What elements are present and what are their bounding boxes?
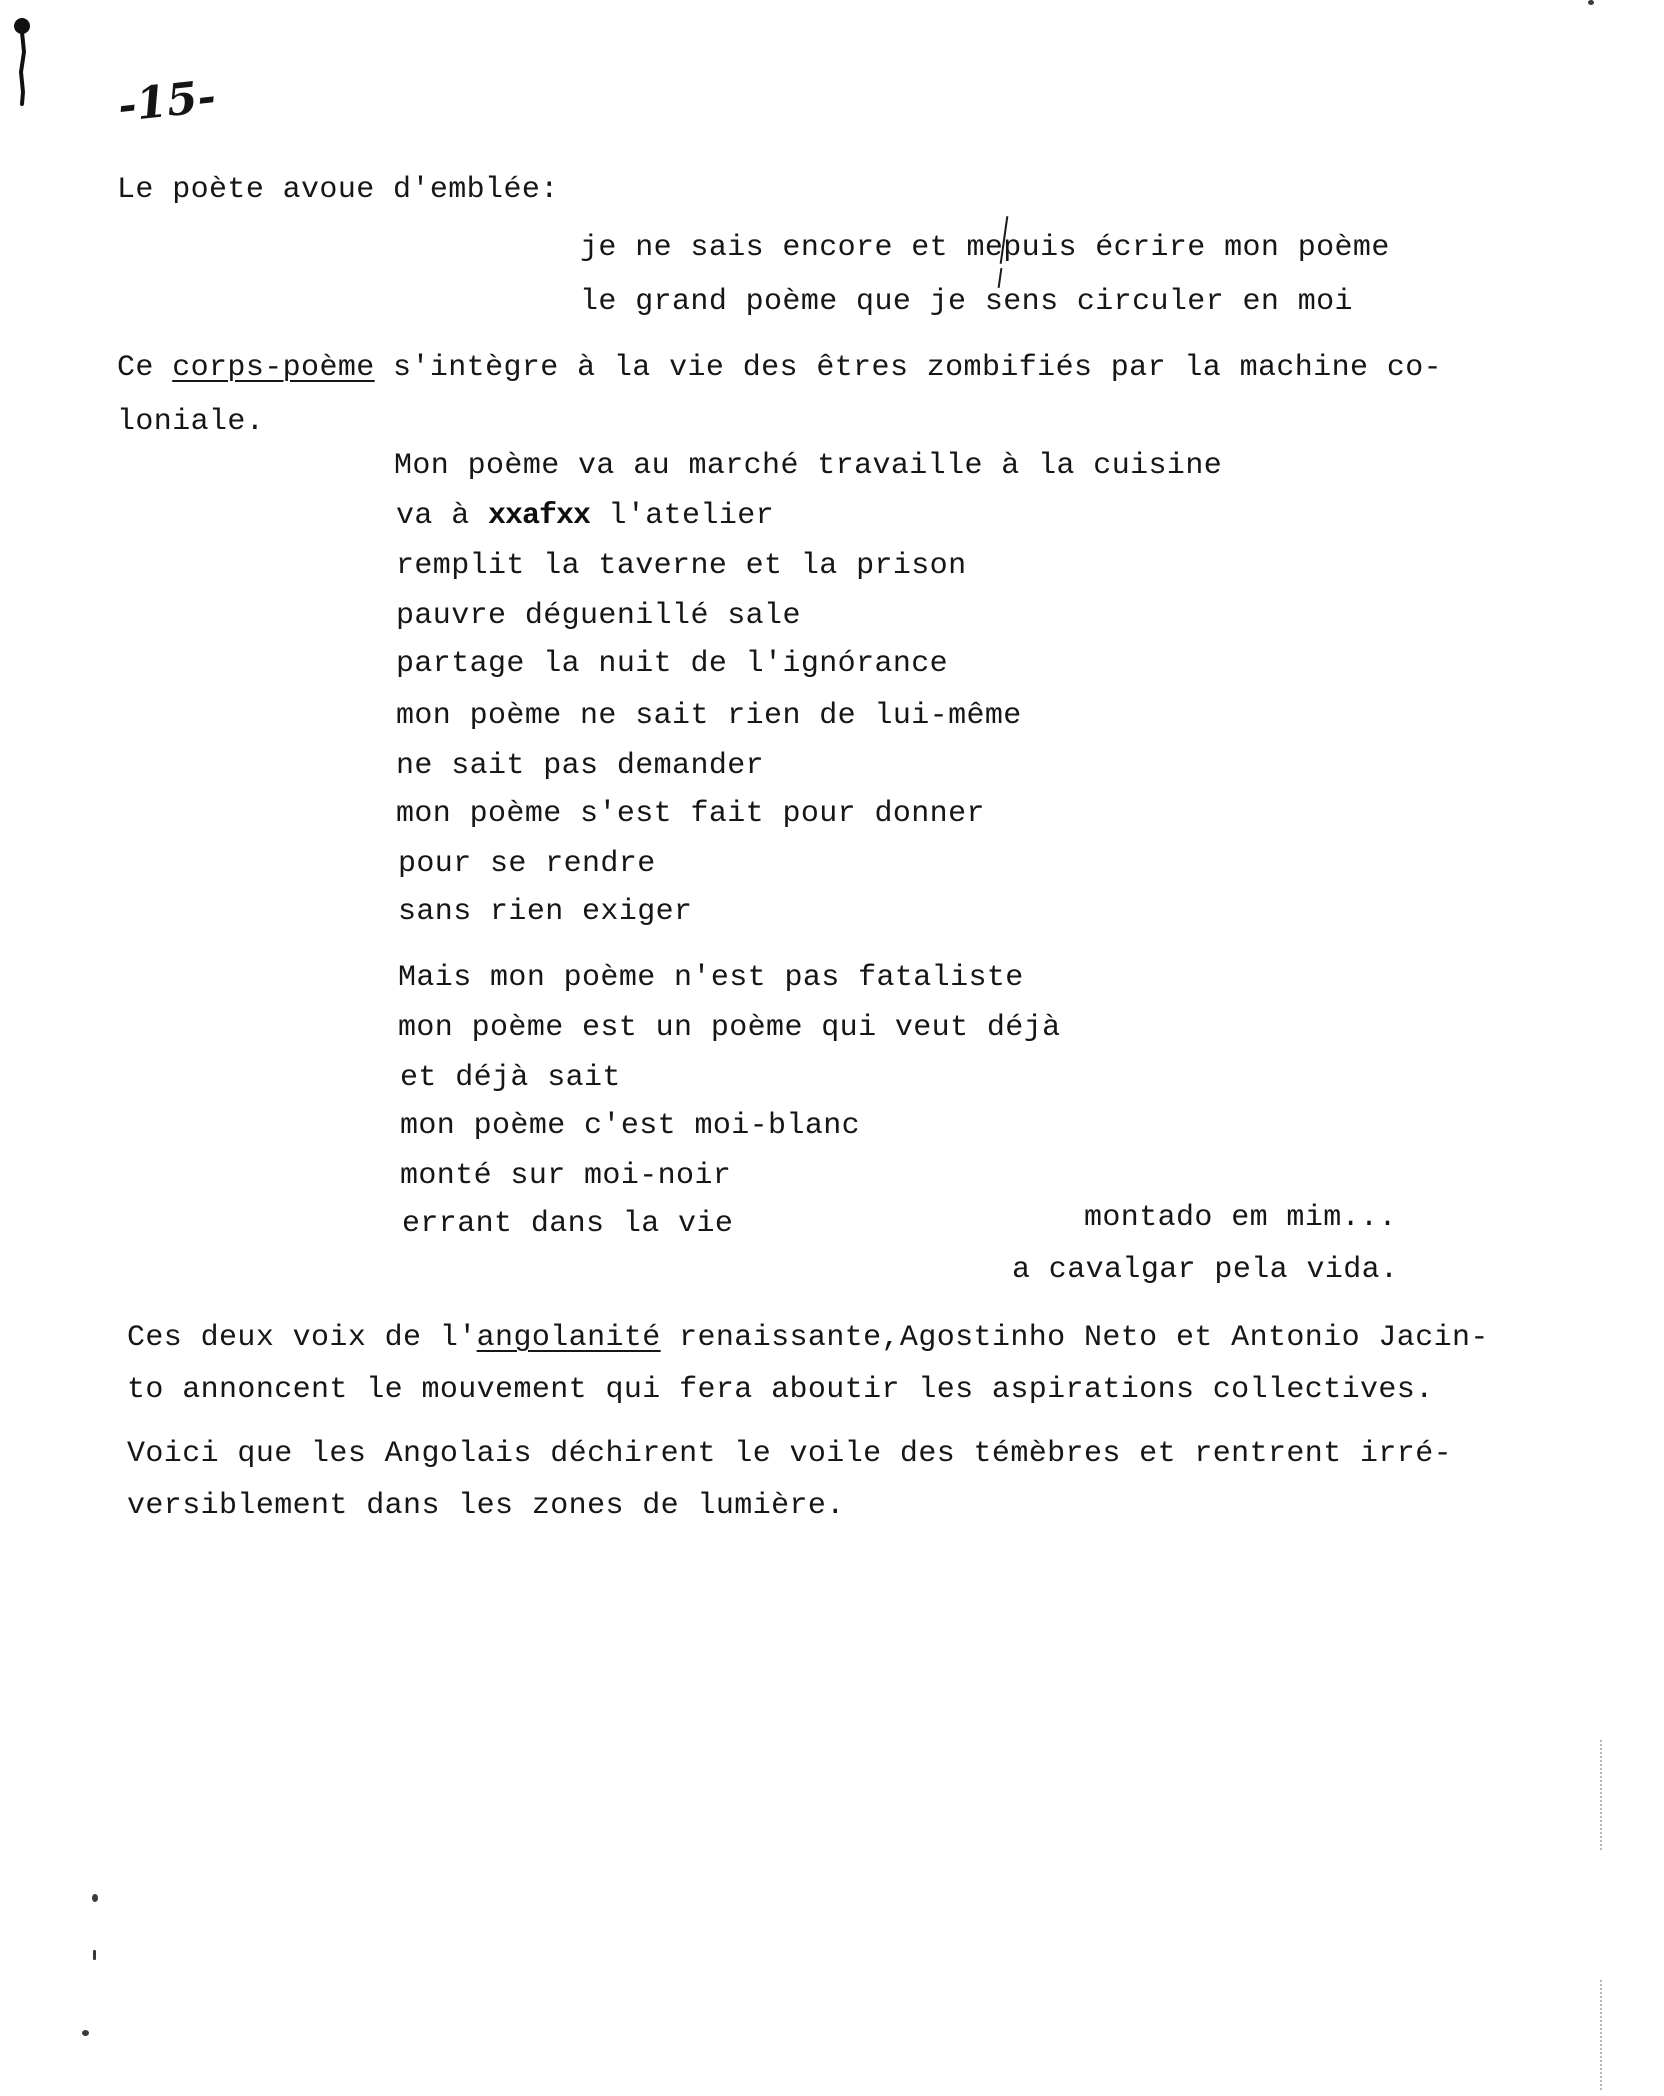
scan-speck [92, 1894, 98, 1902]
poem-line: mon poème s'est fait pour donner [396, 797, 985, 831]
quote-line-2: le grand poème que je sens circuler en moi [580, 285, 1353, 319]
poem-line: errant dans la vie [402, 1207, 734, 1241]
poem-line: remplit la taverne et la prison [396, 549, 967, 583]
scan-speck [93, 1950, 96, 1960]
binder-mark-icon [12, 12, 42, 112]
poem-line: mon poème c'est moi-blanc [400, 1109, 861, 1143]
paragraph-1-text: Ce [117, 351, 173, 385]
scan-edge-marks [1600, 1740, 1604, 1850]
poem-line: Mon poème va au marché travaille à la cuisine [394, 449, 1223, 483]
portuguese-line-1: montado em mim... [1084, 1201, 1397, 1235]
poem-line: mon poème ne sait rien de lui-même [396, 699, 1022, 733]
poem-line: sans rien exiger [398, 895, 693, 929]
scan-speck [1588, 0, 1594, 5]
struck-out-word: xxafxx [488, 499, 591, 533]
portuguese-line-2: a cavalgar pela vida. [1012, 1253, 1399, 1287]
underlined-term: angolanité [476, 1321, 661, 1355]
poem-text: va à [396, 499, 489, 533]
paragraph-2-text: Ces deux voix de l' [127, 1321, 477, 1355]
poem-line: pauvre déguenillé sale [396, 599, 801, 633]
scan-edge-marks [1600, 1980, 1604, 2090]
page-number: -15- [115, 71, 219, 132]
poem-line: monté sur moi-noir [400, 1159, 732, 1193]
paragraph-1-line-2: loniale. [117, 405, 265, 439]
paragraph-1-text: s'intègre à la vie des êtres zombifiés par la machine co- [374, 351, 1443, 385]
poem-line: ne sait pas demander [396, 749, 765, 783]
paragraph-2-text: renaissante,Agostinho Neto et Antonio Jacin- [660, 1321, 1489, 1355]
poem-line: pour se rendre [398, 847, 656, 881]
quote-line-1: je ne sais encore et mepuis écrire mon poème [580, 231, 1390, 265]
scan-speck [82, 2030, 89, 2036]
poem-line: et déjà sait [400, 1061, 621, 1095]
poem-line: partage la nuit de l'ignórance [396, 647, 949, 681]
paragraph-2-line-1 [127, 1320, 1489, 1356]
poem-text: l'atelier [590, 499, 775, 533]
underlined-term: corps-poème [172, 351, 375, 385]
intro-line: Le poète avoue d'emblée: [117, 173, 559, 207]
paragraph-1-line-1 [117, 350, 1442, 386]
poem-line [396, 498, 774, 534]
poem-line: mon poème est un poème qui veut déjà [398, 1011, 1061, 1045]
poem-line: Mais mon poème n'est pas fataliste [398, 961, 1024, 995]
paragraph-3-line-2: versiblement dans les zones de lumière. [127, 1489, 845, 1523]
paragraph-3-line-1: Voici que les Angolais déchirent le voile des témèbres et rentrent irré- [127, 1437, 1453, 1471]
paragraph-2-line-2: to annoncent le mouvement qui fera aboutir les aspirations collectives. [127, 1373, 1434, 1407]
